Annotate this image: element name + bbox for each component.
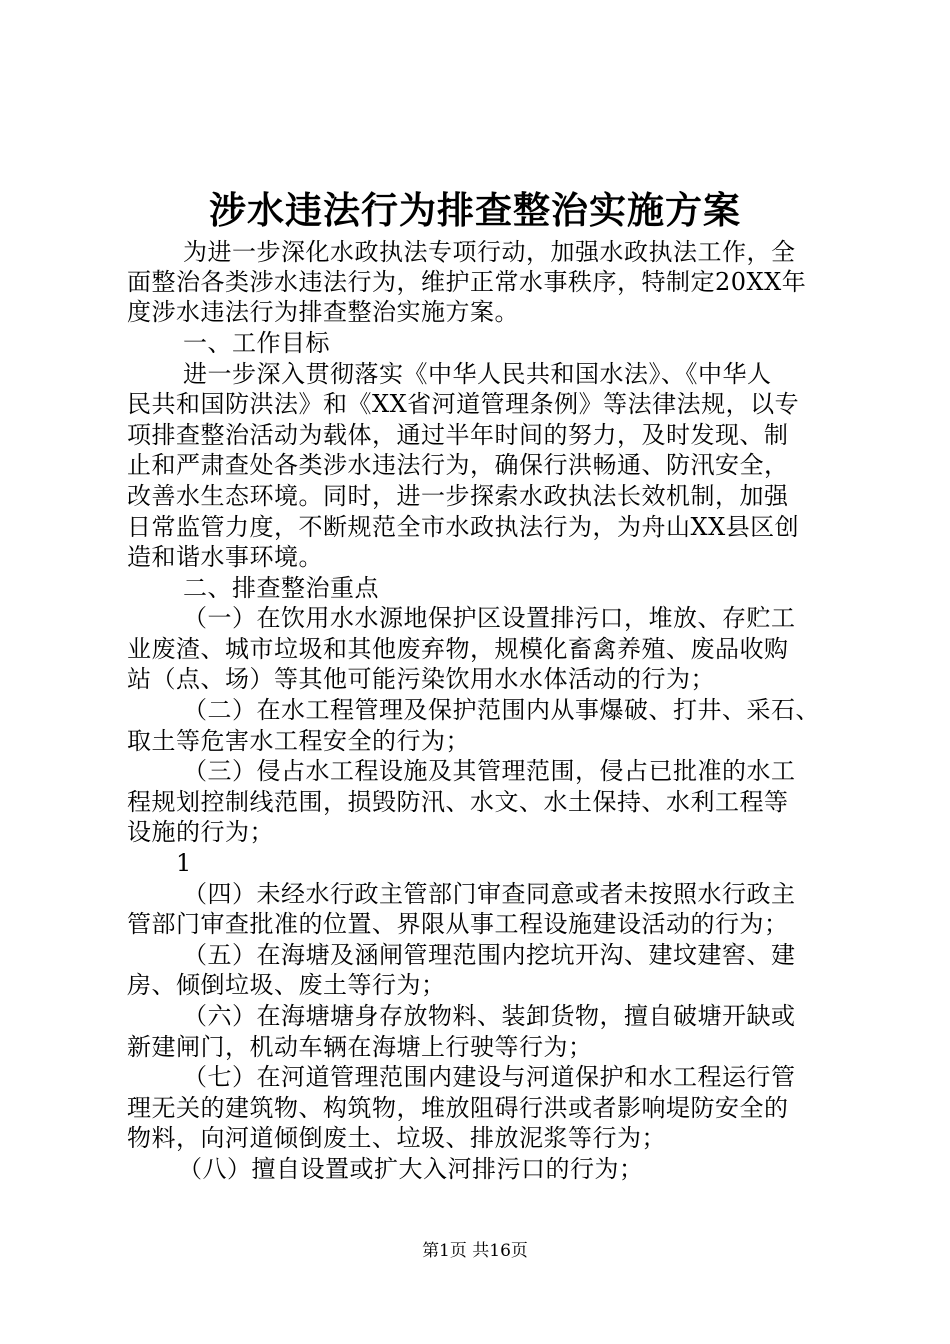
- paragraph-line: （八）擅自设置或扩大入河排污口的行为；: [178, 1155, 644, 1183]
- section-heading: 二、排查整治重点: [183, 574, 379, 602]
- paragraph-line: 民共和国防洪法》和《XX省河道管理条例》等法律法规，以专: [127, 390, 800, 418]
- paragraph-line: （四）未经水行政主管部门审查同意或者未按照水行政主: [183, 880, 796, 908]
- paragraph-line: 业废渣、城市垃圾和其他废弃物，规模化畜禽养殖、废品收购: [127, 635, 789, 663]
- paragraph-line: 管部门审查批准的位置、界限从事工程设施建设活动的行为；: [127, 910, 789, 938]
- page-footer: 第1页 共16页: [422, 1241, 528, 1261]
- paragraph-line: （二）在水工程管理及保护范围内从事爆破、打井、采石、: [183, 696, 820, 724]
- paragraph-line: （一）在饮用水水源地保护区设置排污口，堆放、存贮工: [183, 604, 796, 632]
- paragraph-line: 造和谐水事环境。: [127, 543, 323, 571]
- paragraph-line: 取土等危害水工程安全的行为；: [127, 727, 470, 755]
- paragraph-line: 房、倾倒垃圾、废土等行为；: [127, 971, 446, 999]
- paragraph-line: 为进一步深化水政执法专项行动，加强水政执法工作，全: [183, 238, 796, 266]
- paragraph-line: 设施的行为；: [127, 818, 274, 846]
- paragraph-line: 物料，向河道倾倒废土、垃圾、排放泥浆等行为；: [127, 1124, 666, 1152]
- paragraph-line: 止和严肃查处各类涉水违法行为，确保行洪畅通、防汛安全，: [127, 451, 789, 479]
- paragraph-line: 日常监管力度，不断规范全市水政执法行为，为舟山XX县区创: [127, 513, 800, 541]
- paragraph-line: 度涉水违法行为排查整治实施方案。: [127, 298, 519, 326]
- paragraph-line: 项排查整治活动为载体，通过半年时间的努力，及时发现、制: [127, 421, 789, 449]
- paragraph-line: 改善水生态环境。同时，进一步探索水政执法长效机制，加强: [127, 482, 789, 510]
- paragraph-line: （五）在海塘及涵闸管理范围内挖坑开沟、建坟建窖、建: [183, 941, 796, 969]
- paragraph-line: （七）在河道管理范围内建设与河道保护和水工程运行管: [183, 1063, 796, 1091]
- paragraph-line: 面整治各类涉水违法行为，维护正常水事秩序，特制定20XX年: [127, 268, 807, 296]
- paragraph-line: 新建闸门，机动车辆在海塘上行驶等行为；: [127, 1033, 593, 1061]
- paragraph-line: 进一步深入贯彻落实《中华人民共和国水法》、《中华人: [183, 360, 772, 388]
- paragraph-line: （六）在海塘塘身存放物料、装卸货物，擅自破塘开缺或: [183, 1002, 796, 1030]
- paragraph-line: 程规划控制线范围，损毁防汛、水文、水土保持、水利工程等: [127, 788, 789, 816]
- paragraph-line: （三）侵占水工程设施及其管理范围，侵占已批准的水工: [183, 757, 796, 785]
- paragraph-line: 理无关的建筑物、构筑物，堆放阻碍行洪或者影响堤防安全的: [127, 1094, 789, 1122]
- inline-page-number: 1: [176, 849, 192, 877]
- document-title: 涉水违法行为排查整治实施方案: [209, 188, 741, 232]
- section-heading: 一、工作目标: [183, 329, 330, 357]
- paragraph-line: 站（点、场）等其他可能污染饮用水水体活动的行为；: [127, 665, 715, 693]
